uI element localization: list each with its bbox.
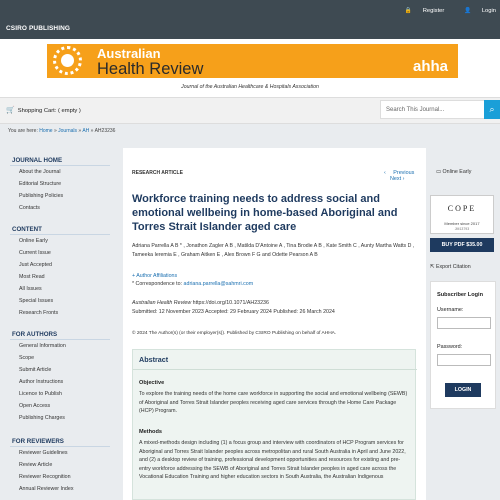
author-list[interactable]: Adriana Parrella A B * , Jonathon Zagler A B , Matilda D'Antoine A , Tina Brodie A B , Kate Smith C , Aunty Martha Watts D , Tameeka Ieremia E , Graham Aitken E , Alex Brown F G and Odette Pearson A B	[132, 243, 415, 258]
journal-logo[interactable]	[47, 44, 458, 78]
sidebar-item-just-accepted[interactable]: Just Accepted	[19, 262, 52, 268]
shopping-cart[interactable]	[6, 106, 81, 114]
ahha-logo: ahha	[412, 58, 448, 75]
export-label: Export Citation	[435, 264, 471, 270]
correspondence-label: * Correspondence to:	[132, 281, 183, 287]
objective-text: To explore the training needs of the home care workforce in supporting the social and emotional wellbeing (SEWB) of Aboriginal and Torres Strait Islander peoples receiving aged care services through the Home Care Package (HCP) Program.	[139, 391, 408, 414]
sidebar-item-scope[interactable]: Scope	[19, 355, 35, 361]
sidebar-item-general-info[interactable]: General Information	[19, 343, 66, 349]
cope-number: JM13793	[454, 227, 470, 231]
objective-heading: Objective	[139, 380, 165, 386]
sidebar-item-submit-article[interactable]: Submit Article	[19, 367, 52, 373]
sidebar-item-about[interactable]: About the Journal	[19, 169, 61, 175]
subscriber-login-box	[430, 281, 496, 409]
sidebar-heading-for-authors[interactable]: FOR AUTHORS	[12, 331, 58, 338]
next-label: Next	[390, 176, 402, 182]
article-nav	[378, 170, 426, 182]
sidebar-item-most-read[interactable]: Most Read	[19, 274, 45, 280]
divider	[10, 165, 110, 166]
journal-title-line2: Health Review	[97, 60, 204, 78]
sidebar-item-review-article[interactable]: Review Article	[19, 462, 53, 468]
breadcrumb-journal[interactable]: AH	[82, 128, 90, 134]
export-citation-link[interactable]	[430, 264, 471, 270]
search-icon: ⌕	[489, 104, 495, 114]
login-button[interactable]: LOGIN	[445, 383, 481, 397]
sidebar-item-author-instructions[interactable]: Author Instructions	[19, 379, 64, 385]
correspondence-email-link[interactable]: adriana.parrella@sahmri.com	[183, 281, 254, 287]
cope-title: COPE	[447, 204, 477, 213]
author-affiliations-toggle[interactable]: + Author Affiliations	[132, 273, 178, 279]
copyright-notice: © 2024 The Author(s) (or their employer(s)). Published by CSIRO Publishing on behalf of AHHA.	[132, 331, 337, 336]
article-type: RESEARCH ARTICLE	[132, 170, 183, 176]
search-button[interactable]	[484, 100, 500, 119]
export-icon: ⇱	[430, 264, 435, 270]
article-title: Workforce training needs to address social and emotional wellbeing in home-based Aboriginal and Torres Strait Islander aged care	[132, 193, 398, 233]
divider	[133, 369, 417, 370]
sidebar-item-contacts[interactable]: Contacts	[19, 205, 40, 211]
password-field[interactable]	[437, 354, 491, 366]
article-dates: Submitted: 12 November 2023 Accepted: 29 February 2024 Published: 26 March 2024	[132, 308, 335, 315]
sidebar-heading-for-reviewers[interactable]: FOR REVIEWERS	[12, 438, 64, 445]
toolbar	[0, 97, 500, 124]
previous-label: Previous	[393, 170, 415, 176]
search-input[interactable]: Search This Journal...	[380, 100, 485, 119]
breadcrumb-journals[interactable]: Journals	[58, 128, 78, 134]
journal-title-line1: Australian	[97, 46, 161, 61]
cope-badge[interactable]	[430, 195, 494, 234]
buy-pdf-button[interactable]: BUY PDF $35.00	[430, 238, 494, 252]
article-panel	[123, 148, 426, 500]
divider	[10, 339, 110, 340]
previous-link[interactable]: ‹ Previous	[384, 170, 415, 176]
sidebar	[0, 148, 122, 500]
sidebar-item-online-early[interactable]: Online Early	[19, 238, 48, 244]
cope-member: Member since 2017	[444, 221, 480, 226]
cart-label: Shopping Cart: ( empty )	[17, 108, 81, 114]
journal-banner	[0, 39, 500, 97]
divider	[10, 446, 110, 447]
sun-core-icon	[61, 54, 74, 67]
sidebar-item-current-issue[interactable]: Current Issue	[19, 250, 51, 256]
sidebar-item-licence[interactable]: Licence to Publish	[19, 391, 62, 397]
online-early-indicator	[436, 169, 471, 175]
doi-link[interactable]: https://doi.org/10.1071/AH23236	[192, 300, 269, 306]
sidebar-item-research-fronts[interactable]: Research Fronts	[19, 310, 59, 316]
sidebar-item-special-issues[interactable]: Special Issues	[19, 298, 54, 304]
register-link[interactable]	[396, 8, 444, 14]
breadcrumb-home[interactable]: Home	[39, 128, 53, 134]
sidebar-item-all-issues[interactable]: All Issues	[19, 286, 42, 292]
abstract-heading: Abstract	[139, 355, 169, 364]
breadcrumb-current: AH23236	[94, 128, 116, 134]
next-link[interactable]: Next ›	[390, 176, 405, 182]
methods-heading: Methods	[139, 429, 162, 435]
right-panel	[426, 148, 500, 500]
journal-name: Australian Health Review	[132, 300, 192, 306]
sidebar-item-reviewer-guidelines[interactable]: Reviewer Guidelines	[19, 450, 68, 456]
user-icon: 👤	[463, 8, 472, 14]
citation-info	[132, 299, 422, 316]
username-field[interactable]	[437, 317, 491, 329]
divider	[10, 234, 110, 235]
online-early-label: Online Early	[442, 169, 472, 175]
sidebar-item-editorial[interactable]: Editorial Structure	[19, 181, 62, 187]
sidebar-heading-journal-home[interactable]: JOURNAL HOME	[12, 157, 63, 164]
login-label: Login	[481, 8, 496, 14]
sidebar-item-publishing-charges[interactable]: Publishing Charges	[19, 415, 65, 421]
register-label: Register	[422, 8, 445, 14]
brand-logo[interactable]: CSIRO PUBLISHING	[6, 25, 71, 32]
correspondence	[132, 281, 253, 287]
sidebar-item-policies[interactable]: Publishing Policies	[19, 193, 64, 199]
subscriber-login-heading: Subscriber Login	[437, 292, 483, 298]
sidebar-item-reviewer-index[interactable]: Annual Reviewer Index	[19, 486, 74, 492]
journal-subtitle: Journal of the Australian Healthcare & Hospitals Association	[181, 84, 319, 90]
login-link[interactable]	[455, 8, 496, 14]
abstract-box	[132, 349, 416, 500]
document-icon: ▭	[436, 169, 442, 175]
sidebar-item-reviewer-recognition[interactable]: Reviewer Recognition	[19, 474, 71, 480]
breadcrumb: You are here: Home » Journals » AH » AH23236	[8, 128, 116, 134]
cart-icon: 🛒	[6, 107, 15, 114]
top-bar	[0, 0, 500, 39]
sidebar-heading-content[interactable]: CONTENT	[12, 226, 42, 233]
username-label: Username:	[437, 307, 464, 313]
password-label: Password:	[437, 344, 463, 350]
methods-text: A mixed-methods design including (1) a focus group and interview with coordinators of HCP Program services for Aboriginal and Torres Strait Islander peoples across metropolitan and rural South Australia in April and June 2022, and (2) a desktop review of training, professional development opportunities and resources for existing and pre-entry workforce addressing the SEWB of Aboriginal and Torres Strait Islander peoples in aged care across the Vocational Education Training and higher education sectors in South Australia, the Australian Indigenous	[139, 440, 406, 480]
breadcrumb-prefix: You are here:	[8, 128, 38, 134]
sidebar-item-open-access[interactable]: Open Access	[19, 403, 51, 409]
top-links	[387, 8, 496, 14]
lock-icon: 🔒	[404, 8, 413, 14]
